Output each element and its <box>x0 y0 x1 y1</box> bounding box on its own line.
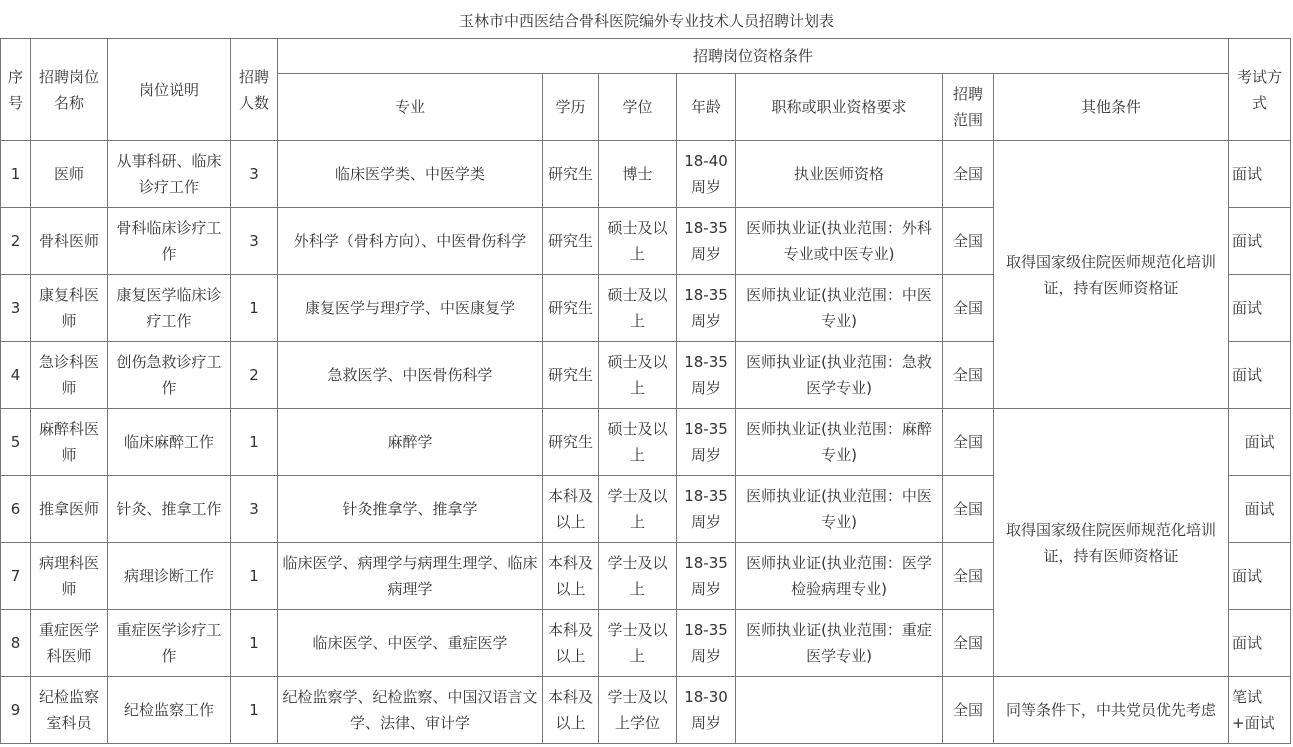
cell-scope: 全国 <box>943 476 994 543</box>
table-row <box>1 141 1291 208</box>
cell-major: 纪检监察学、纪检监察、中国汉语言文学、法律、审计学 <box>278 677 543 744</box>
header-scope: 招聘范围 <box>943 74 994 141</box>
cell-age: 18-35周岁 <box>677 409 736 476</box>
cell-seq: 5 <box>1 409 31 476</box>
cell-education: 本科及以上 <box>543 476 599 543</box>
cell-scope: 全国 <box>943 342 994 409</box>
cell-seq: 9 <box>1 677 31 744</box>
cell-position: 纪检监察室科员 <box>31 677 108 744</box>
cell-age: 18-30周岁 <box>677 677 736 744</box>
cell-other-group-1: 取得国家级住院医师规范化培训证，持有医师资格证 <box>994 141 1229 409</box>
cell-other: 同等条件下，中共党员优先考虑 <box>994 677 1229 744</box>
header-degree: 学位 <box>599 74 677 141</box>
cell-title-req: 医师执业证(执业范围：外科专业或中医专业) <box>736 208 943 275</box>
cell-age: 18-35周岁 <box>677 208 736 275</box>
cell-seq: 2 <box>1 208 31 275</box>
cell-age: 18-35周岁 <box>677 543 736 610</box>
cell-education: 研究生 <box>543 208 599 275</box>
cell-exam: 面试 <box>1229 476 1291 543</box>
cell-description: 康复医学临床诊疗工作 <box>108 275 231 342</box>
cell-exam: 面试 <box>1229 275 1291 342</box>
cell-degree: 硕士及以上 <box>599 409 677 476</box>
cell-count: 1 <box>231 543 278 610</box>
cell-education: 研究生 <box>543 141 599 208</box>
cell-position: 康复科医师 <box>31 275 108 342</box>
cell-degree: 硕士及以上 <box>599 342 677 409</box>
cell-count: 1 <box>231 275 278 342</box>
cell-degree: 硕士及以上 <box>599 275 677 342</box>
cell-exam: 面试 <box>1229 409 1291 476</box>
cell-count: 2 <box>231 342 278 409</box>
cell-scope: 全国 <box>943 610 994 677</box>
cell-education: 本科及以上 <box>543 543 599 610</box>
cell-description: 创伤急救诊疗工作 <box>108 342 231 409</box>
cell-scope: 全国 <box>943 141 994 208</box>
cell-exam: 面试 <box>1229 208 1291 275</box>
cell-degree: 学士及以上 <box>599 543 677 610</box>
cell-degree: 博士 <box>599 141 677 208</box>
cell-major: 临床医学、中医学、重症医学 <box>278 610 543 677</box>
cell-title-req: 医师执业证(执业范围：医学检验病理专业) <box>736 543 943 610</box>
cell-scope: 全国 <box>943 409 994 476</box>
cell-title-req <box>736 677 943 744</box>
header-position: 招聘岗位名称 <box>31 39 108 141</box>
cell-major: 临床医学类、中医学类 <box>278 141 543 208</box>
header-age: 年龄 <box>677 74 736 141</box>
cell-degree: 硕士及以上 <box>599 208 677 275</box>
header-description: 岗位说明 <box>108 39 231 141</box>
cell-description: 病理诊断工作 <box>108 543 231 610</box>
cell-degree: 学士及以上 <box>599 610 677 677</box>
cell-count: 1 <box>231 610 278 677</box>
cell-count: 3 <box>231 476 278 543</box>
cell-title-req: 执业医师资格 <box>736 141 943 208</box>
cell-seq: 8 <box>1 610 31 677</box>
header-other: 其他条件 <box>994 74 1229 141</box>
page-title: 玉林市中西医结合骨科医院编外专业技术人员招聘计划表 <box>458 12 834 30</box>
cell-age: 18-40周岁 <box>677 141 736 208</box>
cell-education: 研究生 <box>543 275 599 342</box>
cell-description: 从事科研、临床诊疗工作 <box>108 141 231 208</box>
cell-exam: 面试 <box>1229 141 1291 208</box>
cell-description: 纪检监察工作 <box>108 677 231 744</box>
cell-age: 18-35周岁 <box>677 275 736 342</box>
cell-seq: 7 <box>1 543 31 610</box>
cell-position: 骨科医师 <box>31 208 108 275</box>
header-title-req: 职称或职业资格要求 <box>736 74 943 141</box>
cell-position: 病理科医师 <box>31 543 108 610</box>
cell-education: 研究生 <box>543 409 599 476</box>
cell-description: 针灸、推拿工作 <box>108 476 231 543</box>
cell-title-req: 医师执业证(执业范围：麻醉专业) <box>736 409 943 476</box>
cell-education: 本科及以上 <box>543 610 599 677</box>
cell-exam: 面试 <box>1229 543 1291 610</box>
cell-scope: 全国 <box>943 677 994 744</box>
cell-seq: 1 <box>1 141 31 208</box>
cell-count: 1 <box>231 677 278 744</box>
cell-seq: 4 <box>1 342 31 409</box>
cell-age: 18-35周岁 <box>677 610 736 677</box>
cell-scope: 全国 <box>943 208 994 275</box>
table-row <box>1 409 1291 476</box>
cell-age: 18-35周岁 <box>677 476 736 543</box>
recruitment-table <box>0 38 1291 744</box>
cell-major: 针灸推拿学、推拿学 <box>278 476 543 543</box>
cell-description: 重症医学诊疗工作 <box>108 610 231 677</box>
cell-count: 1 <box>231 409 278 476</box>
cell-description: 临床麻醉工作 <box>108 409 231 476</box>
cell-position: 推拿医师 <box>31 476 108 543</box>
cell-education: 研究生 <box>543 342 599 409</box>
cell-exam: 面试 <box>1229 342 1291 409</box>
cell-title-req: 医师执业证(执业范围：中医专业) <box>736 476 943 543</box>
cell-title-req: 医师执业证(执业范围：中医专业) <box>736 275 943 342</box>
header-education: 学历 <box>543 74 599 141</box>
header-seq: 序号 <box>1 39 31 141</box>
cell-major: 急救医学、中医骨伤科学 <box>278 342 543 409</box>
cell-major: 麻醉学 <box>278 409 543 476</box>
cell-major: 康复医学与理疗学、中医康复学 <box>278 275 543 342</box>
cell-description: 骨科临床诊疗工作 <box>108 208 231 275</box>
cell-title-req: 医师执业证(执业范围：重症医学专业) <box>736 610 943 677</box>
cell-education: 本科及以上 <box>543 677 599 744</box>
header-major: 专业 <box>278 74 543 141</box>
cell-scope: 全国 <box>943 275 994 342</box>
cell-degree: 学士及以上学位 <box>599 677 677 744</box>
header-qualifications: 招聘岗位资格条件 <box>278 39 1229 74</box>
header-row-1 <box>1 39 1291 74</box>
cell-other-group-2: 取得国家级住院医师规范化培训证，持有医师资格证 <box>994 409 1229 677</box>
cell-count: 3 <box>231 141 278 208</box>
cell-position: 重症医学科医师 <box>31 610 108 677</box>
cell-exam: 笔试+面试 <box>1229 677 1291 744</box>
cell-major: 临床医学、病理学与病理生理学、临床病理学 <box>278 543 543 610</box>
cell-title-req: 医师执业证(执业范围：急救医学专业) <box>736 342 943 409</box>
header-count: 招聘人数 <box>231 39 278 141</box>
cell-seq: 3 <box>1 275 31 342</box>
cell-degree: 学士及以上 <box>599 476 677 543</box>
cell-count: 3 <box>231 208 278 275</box>
cell-seq: 6 <box>1 476 31 543</box>
table-row <box>1 677 1291 744</box>
header-exam: 考试方式 <box>1229 39 1291 141</box>
cell-exam: 面试 <box>1229 610 1291 677</box>
cell-age: 18-35周岁 <box>677 342 736 409</box>
cell-position: 医师 <box>31 141 108 208</box>
cell-position: 麻醉科医师 <box>31 409 108 476</box>
cell-scope: 全国 <box>943 543 994 610</box>
cell-position: 急诊科医师 <box>31 342 108 409</box>
cell-major: 外科学（骨科方向）、中医骨伤科学 <box>278 208 543 275</box>
